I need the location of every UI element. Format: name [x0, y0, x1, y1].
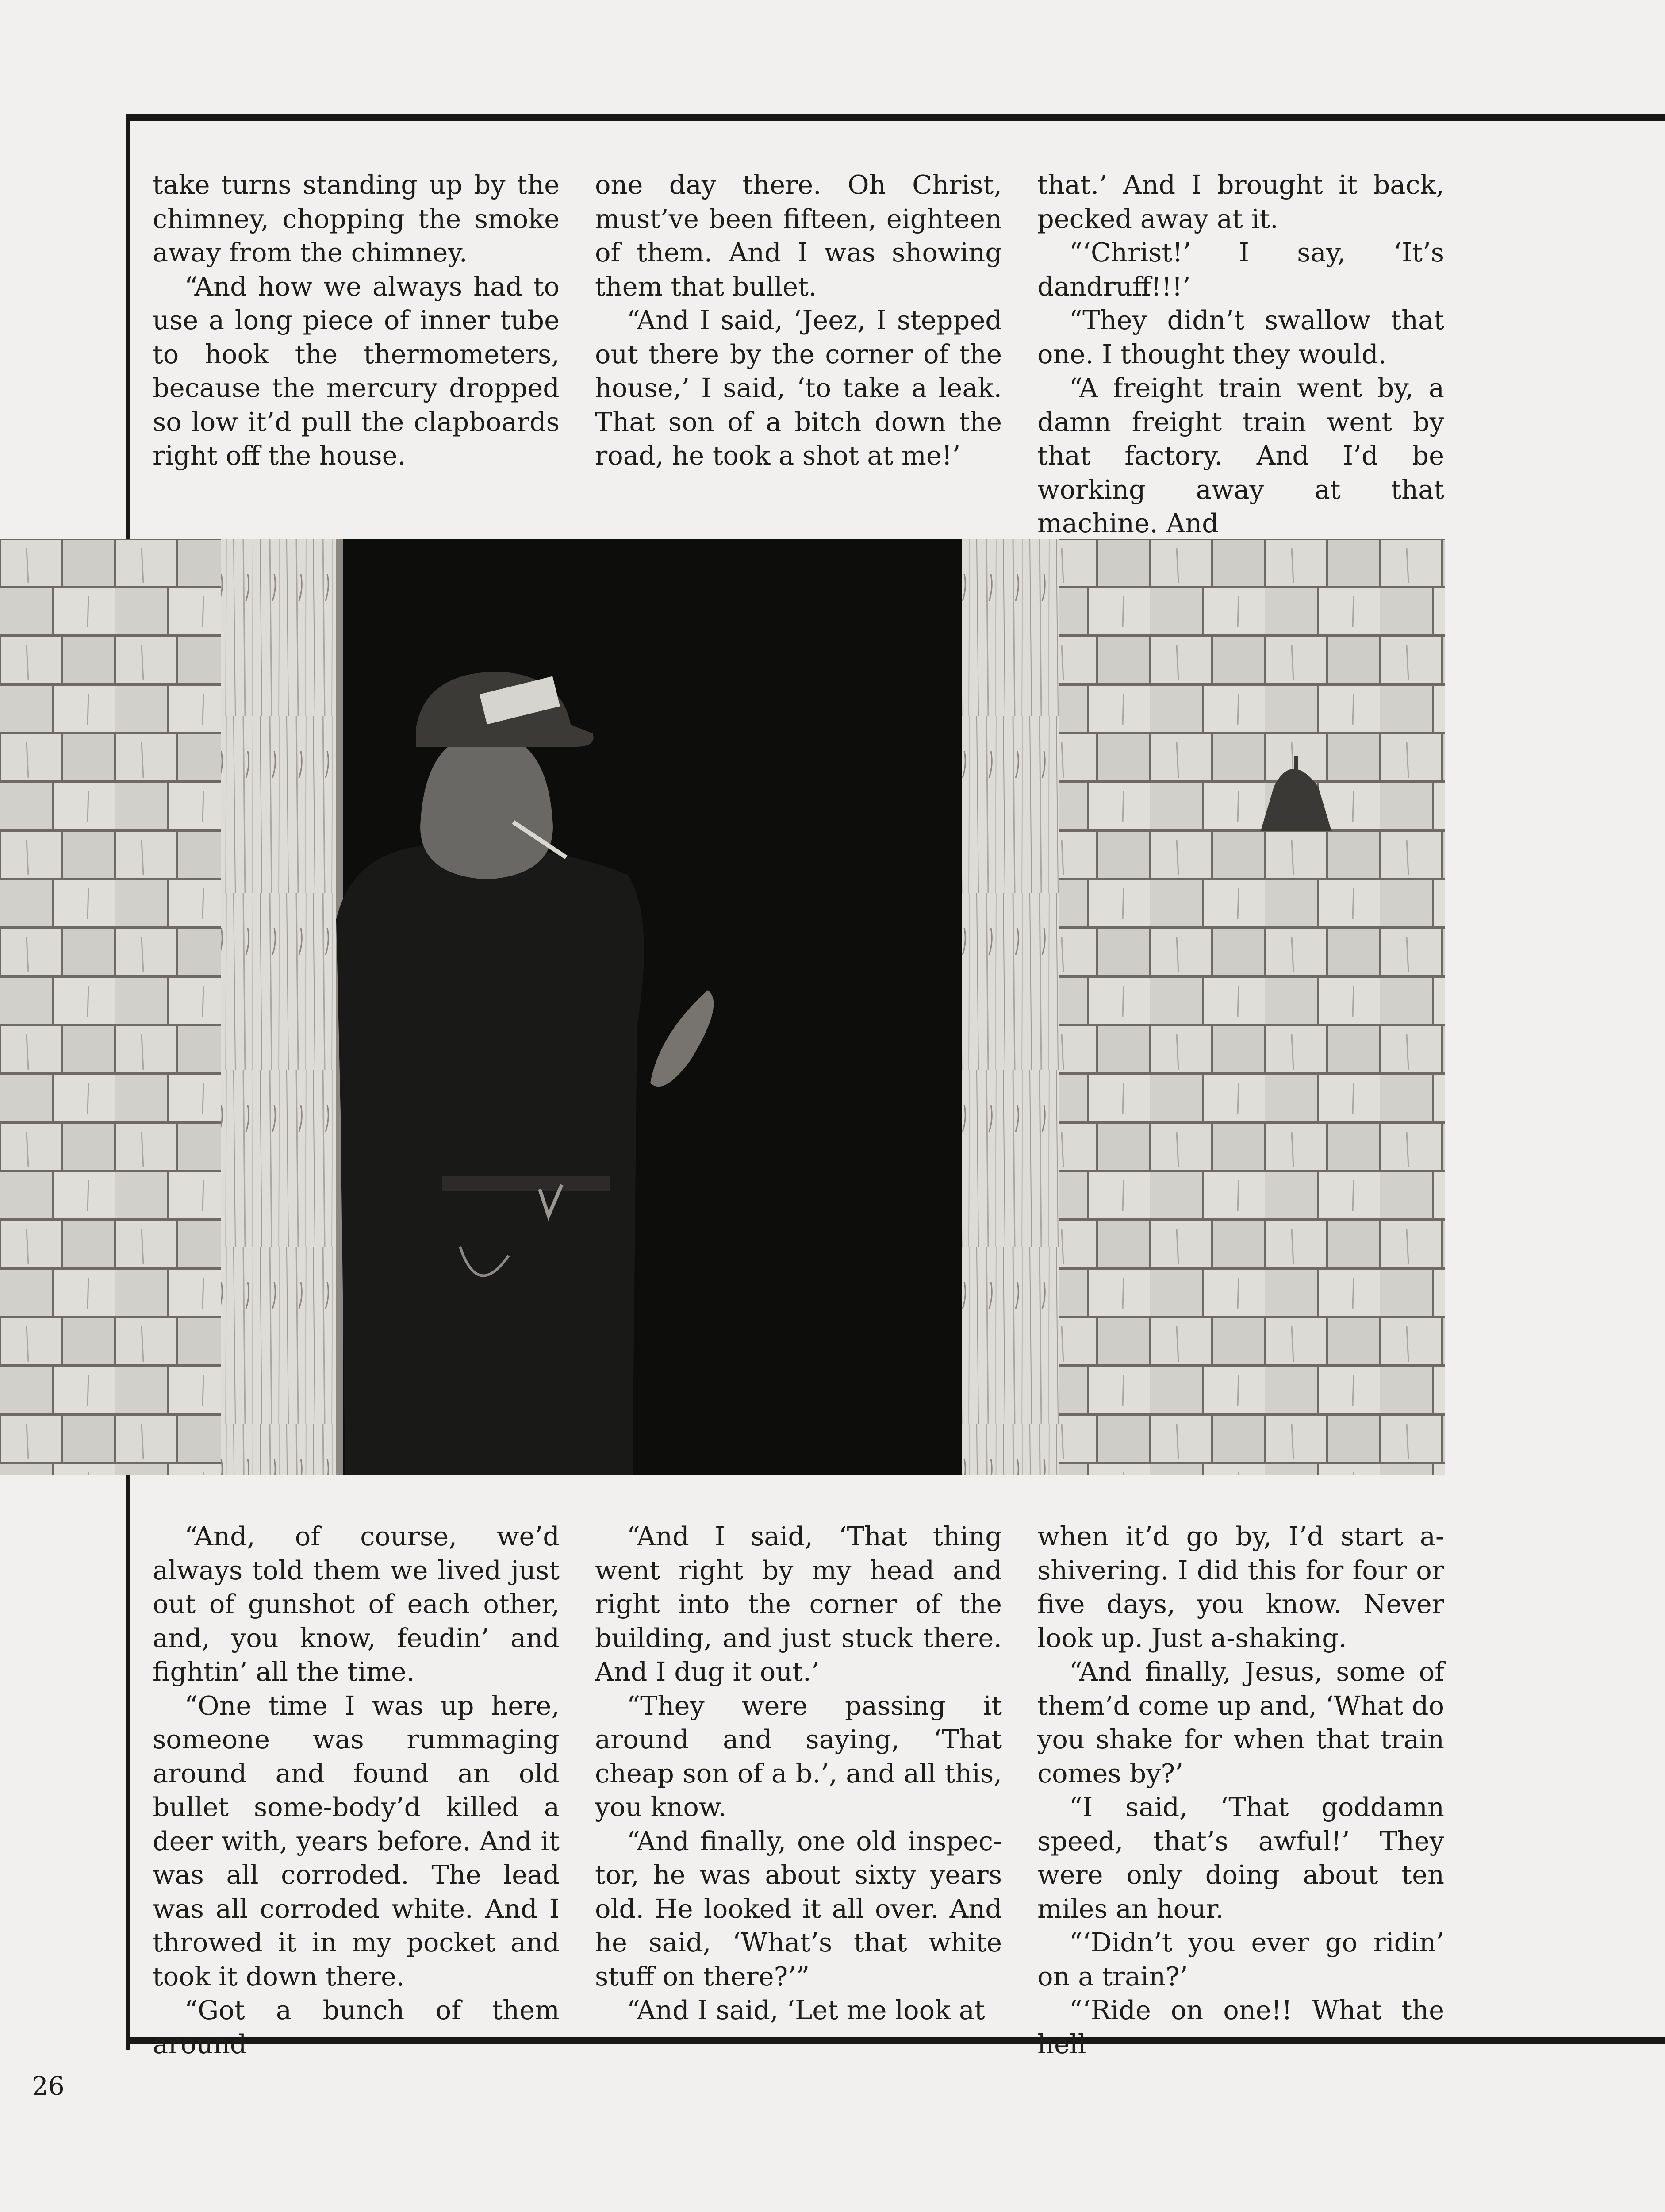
- bottom-column-2: [595, 1520, 1002, 2028]
- paragraph: “‘Didn’t you ever go ridin’ on a train?’: [1037, 1927, 1444, 1992]
- bottom-column-1: [153, 1520, 560, 2061]
- paragraph: “And, of course, we’d always told them we lived just out of gunshot of each other, and, you know, feudin’ and fightin’ all the time.: [153, 1521, 560, 1687]
- paragraph: take turns standing up by the chimney, chopping the smoke away from the chimney.: [153, 169, 560, 268]
- paragraph: “And finally, one old inspec-tor, he was about sixty years old. He looked it all over. And he said, ‘What’s that white stuff on there?’”: [595, 1825, 1002, 1992]
- frame-left-rule-upper: [126, 114, 130, 540]
- frame-left-rule-lower: [126, 1475, 130, 2050]
- paragraph: “A freight train went by, a damn freight train went by that factory. And I’d be working away at that machine. And: [1037, 373, 1444, 538]
- paragraph: “‘Ride on one!! What the hell: [1037, 1995, 1444, 2059]
- top-column-2: [595, 168, 1002, 473]
- paragraph: that.’ And I brought it back, pecked away at it.: [1037, 169, 1444, 234]
- paragraph: “And I said, ‘Jeez, I stepped out there by the corner of the house,’ I said, ‘to take a leak. That son of a bitch down the road, he took a shot at me!’: [595, 305, 1002, 471]
- paragraph: one day there. Oh Christ, must’ve been fifteen, eighteen of them. And I was showing them that bullet.: [595, 169, 1002, 302]
- top-column-1: [153, 168, 560, 473]
- paragraph: “They didn’t swallow that one. I thought they would.: [1037, 305, 1444, 369]
- paragraph: “One time I was up here, someone was rummaging around and found an old bullet some-body’d killed a deer with, years before. And it was all corroded. The lead was all corroded white. And I throwed it in my pocket and took it down there.: [153, 1690, 560, 1992]
- paragraph: “‘Christ!’ I say, ‘It’s dandruff!!!’: [1037, 237, 1444, 302]
- paragraph: “And I said, ‘Let me look at: [627, 1995, 985, 2025]
- paragraph: “Got a bunch of them around: [153, 1995, 560, 2059]
- paragraph: “And I said, ‘That thing went right by my head and right into the corner of the building, and just stuck there. And I dug it out.’: [595, 1521, 1002, 1687]
- page-number: 26: [32, 2071, 65, 2101]
- paragraph: “And finally, Jesus, some of them’d come up and, ‘What do you shake for when that train comes by?’: [1037, 1656, 1444, 1789]
- frame-top-rule: [126, 114, 1665, 121]
- bottom-column-3: [1037, 1520, 1444, 2061]
- paragraph: when it’d go by, I’d start a-shivering. I did this for four or five days, you know. Never look up. Just a-shaking.: [1037, 1521, 1444, 1653]
- paragraph: “I said, ‘That goddamn speed, that’s awful!’ They were only doing about ten miles an hour.: [1037, 1792, 1444, 1924]
- photo-man-in-doorway: [0, 539, 1445, 1475]
- top-column-3: [1037, 168, 1444, 541]
- paragraph: “And how we always had to use a long piece of inner tube to hook the thermometers, because the mercury dropped so low it’d pull the clapboards right off the house.: [153, 271, 560, 471]
- paragraph: “They were passing it around and saying, ‘That cheap son of a b.’, and all this, you know.: [595, 1690, 1002, 1822]
